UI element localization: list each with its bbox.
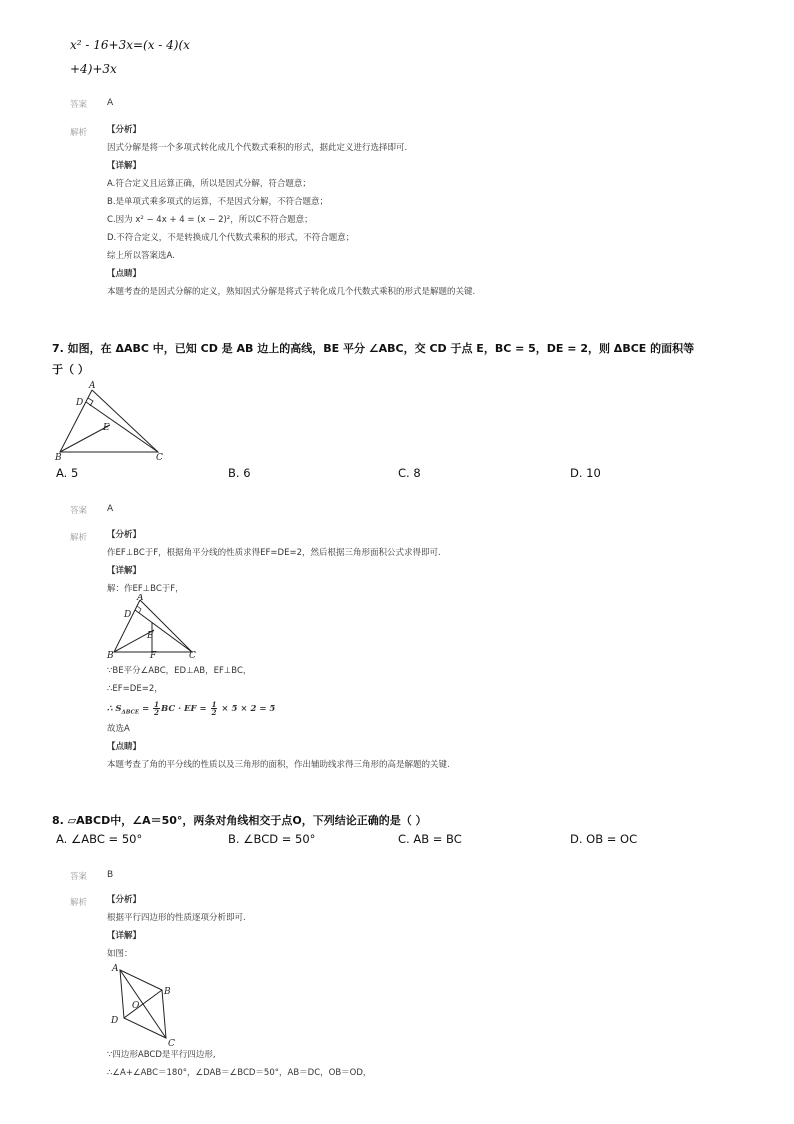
q7-sol-label-a: A [137,594,144,603]
q7-answer: A [107,504,114,514]
q7-answer-label: 答案 [70,506,88,516]
q7-fenxi-head: 【分析】 [107,530,142,540]
q8-therefore: ∴∠A+∠ABC＝180°，∠DAB＝∠BCD＝50°，AB＝DC，OB＝OD， [107,1068,372,1078]
q8-option-a[interactable]: A. ∠ABC = 50° [56,832,143,846]
q8-xiangjie-head: 【详解】 [107,931,142,941]
q7-area-frac2-d: 2 [211,708,217,717]
q8-option-b[interactable]: B. ∠BCD = 50° [228,832,316,846]
q7-sol-label-c: C [189,651,196,660]
q7-label-d: D [76,398,84,408]
q6-dianjing-head: 【点睛】 [107,269,142,279]
q7-triangle-abc [60,390,158,452]
q7-dianjing-head: 【点睛】 [107,742,142,752]
q7-label-c: C [156,453,163,462]
q7-solution-figure [104,594,204,660]
q6-analysis-label: 解析 [70,128,88,138]
q7-area-frac2 [211,701,218,716]
q7-dianjing: 本题考查了角的平分线的性质以及三角形的面积，作出辅助线求得三角形的高是解题的关键. [107,760,450,770]
option-d-line1: x² - 16+3x=(x - 4)(x [70,38,190,52]
q7-area-formula [107,698,747,720]
q7-area-prefix: ∴ S [107,704,122,714]
q7-stem-line1: 7. 如图，在 ΔABC 中，已知 CD 是 AB 边上的高线，BE 平分 ∠ABC，交 CD 于点 E，BC = 5，DE = 2，则 ΔBCE 的面积等 [52,342,695,355]
q6-line-d: D.不符合定义，不是转换成几个代数式乘积的形式，不符合题意； [107,233,355,243]
q7-area-frac2-n: 1 [211,700,217,709]
q7-sol-label-f: F [150,651,157,660]
q7-area-end: × 5 × 2 = 5 [218,704,276,714]
q8-analysis-part2 [107,1046,747,1082]
q6-analysis [107,121,747,301]
q7-altitude-cd [86,402,158,452]
q8-option-c[interactable]: C. AB = BC [398,832,462,846]
q7-option-c[interactable]: C. 8 [398,466,421,480]
q8-answer: B [107,870,114,880]
q8-diagonal-bd [124,990,162,1018]
q6-line-c: C.因为 x² − 4x + 4 = (x − 2)²，所以C不符合题意； [107,215,313,225]
q7-area-eq1: = [139,704,153,714]
option-d-line2: +4)+3x [70,62,117,76]
q7-area-sub: ΔBCE [121,709,140,716]
q8-parallelogram-figure [106,960,186,1048]
q8-label-b: B [164,987,171,997]
q7-analysis-part1 [107,526,747,598]
q8-fenxi: 根据平行四边形的性质逐项分析即可. [107,913,246,923]
q7-analysis-part2 [107,662,747,774]
q7-sol-label-d: D [124,610,132,620]
q8-analysis-part1 [107,891,747,963]
q7-option-a[interactable]: A. 5 [56,466,79,480]
q7-sol-label-e: E [147,631,154,641]
q8-label-o: O [132,1001,140,1011]
q6-fenxi-head: 【分析】 [107,125,142,135]
q7-guxuan: 故选A [107,724,130,734]
q7-area-frac1-n: 1 [154,700,160,709]
q8-option-d[interactable]: D. OB = OC [570,832,638,846]
q7-stem-line2: 于（ ） [52,363,89,376]
q8-answer-label: 答案 [70,872,88,882]
q7-area-frac1-d: 2 [154,708,160,717]
q8-label-a: A [112,964,119,974]
q8-label-c: C [168,1039,175,1048]
q8-fenxi-head: 【分析】 [107,895,142,905]
q6-dianjing: 本题考查的是因式分解的定义，熟知因式分解是将式子转化成几个代数式乘积的形式是解题的关键. [107,287,476,297]
q7-sol-label-b: B [107,651,114,660]
q7-label-b: B [55,453,62,462]
q6-line-a: A.符合定义且运算正确，所以是因式分解，符合题意； [107,179,311,189]
q7-area-mid: BC · EF = [161,704,210,714]
q7-label-e: E [103,423,110,433]
q7-triangle-figure [50,380,180,462]
q6-line-b: B.是单项式乘多项式的运算，不是因式分解，不符合题意； [107,197,329,207]
q6-fenxi: 因式分解是将一个多项式转化成几个代数式乘积的形式，据此定义进行选择即可. [107,143,408,153]
q7-therefore: ∴EF=DE=2， [107,684,163,694]
q7-right-angle-mark [88,398,93,406]
q8-rutu: 如图： [107,949,133,959]
q8-analysis-label: 解析 [70,898,88,908]
q7-label-a: A [89,381,96,391]
q6-line-summary: 综上所以答案选A. [107,251,175,261]
q7-xiangjie-head: 【详解】 [107,566,142,576]
q6-answer-label: 答案 [70,100,88,110]
q7-analysis-label: 解析 [70,533,88,543]
q7-because: ∵BE平分∠ABC，ED⊥AB，EF⊥BC， [107,666,252,676]
q7-sol-altitude [135,610,192,652]
q7-option-b[interactable]: B. 6 [228,466,251,480]
q8-label-d: D [111,1016,119,1026]
q8-because: ∵四边形ABCD是平行四边形, [107,1050,216,1060]
q7-option-d[interactable]: D. 10 [570,466,601,480]
q7-area-frac1 [153,701,160,716]
q8-stem: 8. ▱ABCD中，∠A＝50°，两条对角线相交于点O，下列结论正确的是（ ） [52,814,427,827]
q7-fenxi: 作EF⊥BC于F，根据角平分线的性质求得EF=DE=2，然后根据三角形面积公式求得即可. [107,548,441,558]
q7-jie: 解：作EF⊥BC于F， [107,584,184,594]
q6-xiangjie-head: 【详解】 [107,161,142,171]
q6-answer: A [107,98,114,108]
q7-sol-triangle [114,600,192,652]
